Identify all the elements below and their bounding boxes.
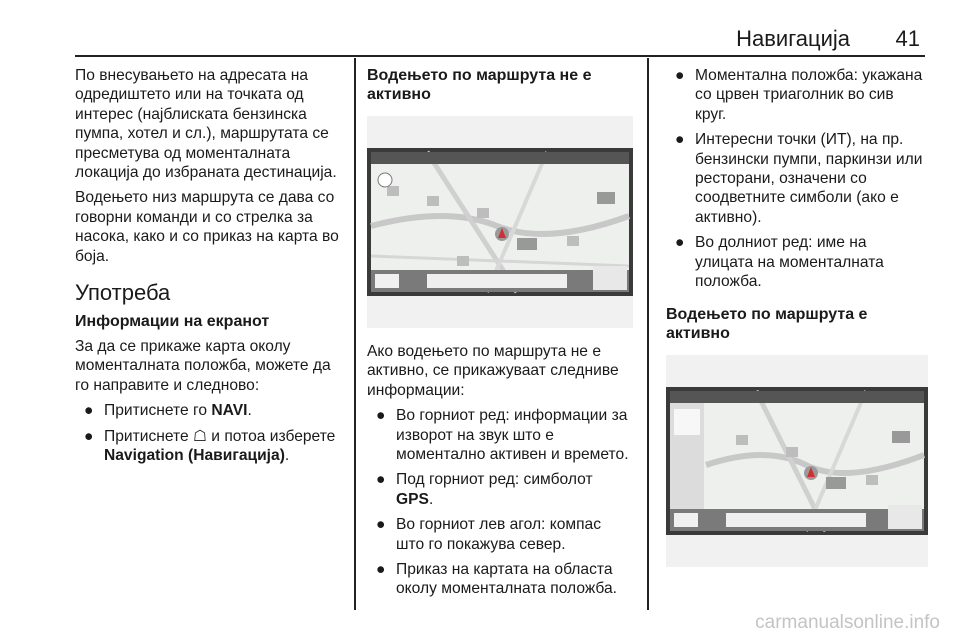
list-item: ● Во горниот лев агол: компас што го покажува север. — [376, 516, 602, 553]
section-heading: Употреба — [75, 280, 171, 306]
column-2 — [367, 66, 633, 605]
bullet-icon: ● — [84, 427, 94, 445]
watermark: carmanualsonline.info — [755, 612, 940, 633]
nav-screen-inactive — [367, 116, 633, 328]
bullet-icon: ● — [675, 67, 685, 84]
list-item: ● Притиснете го NAVI. — [84, 402, 252, 420]
bullet-icon: ● — [376, 407, 386, 425]
home-icon: ☖ — [192, 427, 207, 445]
column-divider-1 — [354, 58, 356, 610]
list-item: ● Интересни точки (ИТ), на пр. бензински пумпи, паркинзи или ресторани, означени со соодветните симболи (ако е активно). — [675, 131, 923, 226]
list-item: ● Во долниот ред: име на улицата на моменталната положба. — [675, 234, 884, 291]
bullet-icon: ● — [376, 516, 386, 534]
gps-label: GPS — [396, 490, 429, 508]
bullet-icon: ● — [675, 131, 685, 149]
list-item: ● Под горниот ред: симболот GPS. — [376, 471, 593, 508]
column-3 — [666, 66, 928, 567]
subsection-heading: Водењето по маршрута не е активно — [367, 67, 592, 103]
column-1 — [75, 66, 343, 472]
intro-paragraph: По внесувањето на адресата на одредиштето или на точката од интерес (најблиската бензинска пумпа, хотел и сл.), маршрутата се пресметува од моменталната локација до избраната дестинација. — [75, 67, 337, 182]
guidance-paragraph: Водењето низ маршрута се дава со говорни команди и со стрелка за насока, како и со приказ на карта во боја. — [75, 189, 339, 265]
subsection-heading: Водењето по маршрута е активно — [666, 306, 868, 343]
list-item: ● Приказ на картата на областа околу моменталната положба. — [376, 561, 618, 598]
page-number: 41 — [895, 26, 920, 51]
nav-screen-active — [666, 355, 928, 567]
bullet-icon: ● — [376, 561, 386, 579]
bullet-icon: ● — [675, 234, 685, 252]
instruction-list — [75, 401, 343, 465]
navi-key-label: NAVI — [211, 402, 248, 420]
info-list — [367, 406, 633, 599]
header-rule — [75, 55, 925, 57]
navigation-menu-label: Navigation (Навигација) — [104, 447, 285, 465]
bullet-icon: ● — [376, 471, 386, 489]
page-header-title: Навигација — [736, 26, 850, 51]
info-paragraph: Ако водењето по маршрута не е активно, се прикажуваат следниве информации: — [367, 343, 619, 399]
list-item: ● Во горниот ред: информации за изворот на звук што е моментално активен и времето. — [376, 407, 629, 464]
subsection-heading: Информации на екранот — [75, 313, 270, 331]
bullet-icon: ● — [84, 402, 94, 420]
info-list-continued — [666, 66, 928, 291]
list-item: ● Притиснете ☖ и потоа изберете Navigation (Навигација). — [84, 427, 336, 465]
column-divider-2 — [647, 58, 649, 610]
instruction-paragraph: За да се прикаже карта околу моменталната положба, можете да го направите и следново: — [75, 338, 331, 394]
list-item: ● Моментална положба: укажана со црвен триаголник во сив круг. — [675, 67, 923, 123]
